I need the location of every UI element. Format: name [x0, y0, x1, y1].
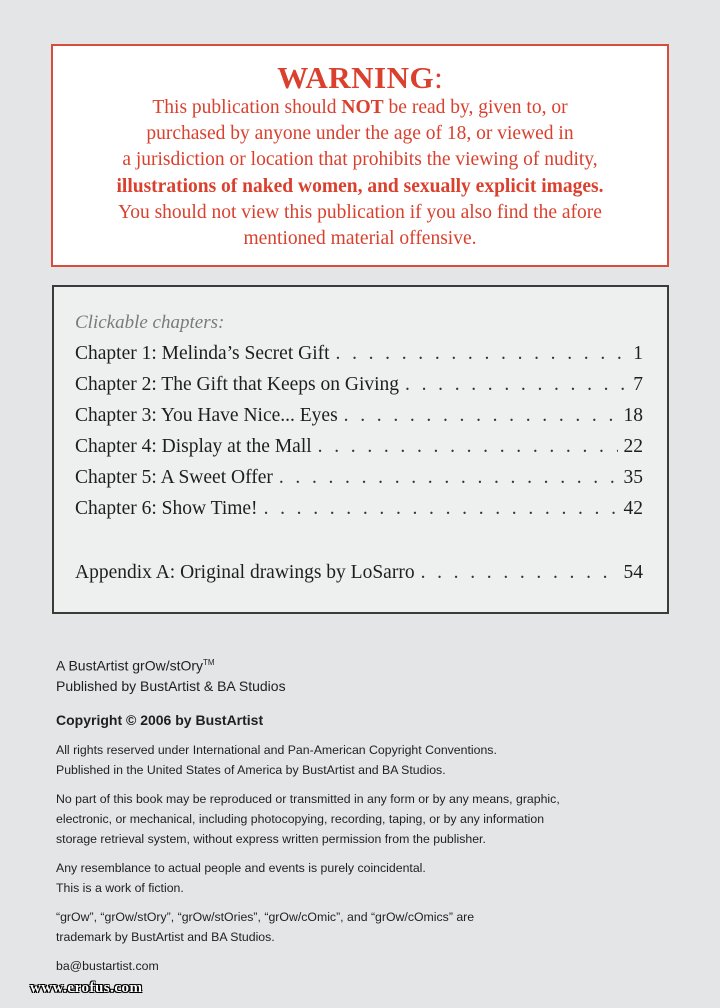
- copyright-line: Copyright © 2006 by BustArtist: [56, 711, 264, 728]
- warning-line: mentioned material offensive.: [243, 228, 477, 250]
- toc-chapter-2-link[interactable]: Chapter 2: The Gift that Keeps on Giving . . . 7: [75, 374, 643, 400]
- toc-chapter-1-link[interactable]: Chapter 1: Melinda’s Secret Gift . . . 1: [75, 343, 643, 369]
- resemblance-line: Any resemblance to actual people and events is purely coincidental.: [56, 860, 426, 875]
- rights-line: All rights reserved under International and Pan-American Copyright Conventions.: [56, 742, 497, 757]
- toc-chapter-4-link[interactable]: Chapter 4: Display at the Mall . . . 22: [75, 436, 643, 462]
- trademark-line: trademark by BustArtist and BA Studios.: [56, 929, 275, 944]
- rights-line: Published in the United States of America by BustArtist and BA Studios.: [56, 762, 446, 777]
- toc-chapter-5-link[interactable]: Chapter 5: A Sweet Offer . . . 35: [75, 467, 643, 493]
- trademark-line: “grOw”, “grOw/stOry”, “grOw/stOries”, “grOw/cOmic”, and “grOw/cOmics” are: [56, 909, 475, 924]
- series-line: A BustArtist grOw/stOry™: [56, 657, 215, 674]
- warning-line: purchased by anyone under the age of 18, or viewed in: [146, 123, 574, 145]
- warning-line: You should not view this publication if you also find the afore: [118, 201, 602, 223]
- reproduction-line: storage retrieval system, without express written permission from the publisher.: [56, 831, 486, 846]
- warning-title: WARNING:: [277, 60, 443, 95]
- warning-box: [51, 44, 669, 267]
- resemblance-line: This is a work of fiction.: [56, 880, 184, 895]
- email-link[interactable]: ba@bustartist.com: [56, 958, 159, 973]
- warning-text: [53, 95, 667, 252]
- warning-line: illustrations of naked women, and sexually explicit images.: [116, 175, 604, 197]
- toc-heading: Clickable chapters:: [75, 312, 225, 333]
- toc-chapter-6-link[interactable]: Chapter 6: Show Time! . . . 42: [75, 498, 643, 524]
- reproduction-line: electronic, or mechanical, including photocopying, recording, taping, or by any information: [56, 811, 545, 826]
- site-watermark: www.erofus.com: [30, 980, 143, 996]
- table-of-contents: [52, 285, 669, 614]
- warning-line: a jurisdiction or location that prohibits the viewing of nudity,: [122, 149, 598, 171]
- publication-info: [56, 653, 656, 976]
- warning-line: This publication should NOT be read by, given to, or: [152, 97, 568, 118]
- publisher-line: Published by BustArtist & BA Studios: [56, 677, 286, 694]
- toc-appendix-link[interactable]: Appendix A: Original drawings by LoSarro . . . 54: [75, 562, 643, 588]
- toc-chapter-3-link[interactable]: Chapter 3: You Have Nice... Eyes . . . 18: [75, 405, 643, 431]
- reproduction-line: No part of this book may be reproduced or transmitted in any form or by any means, graphic,: [56, 791, 560, 806]
